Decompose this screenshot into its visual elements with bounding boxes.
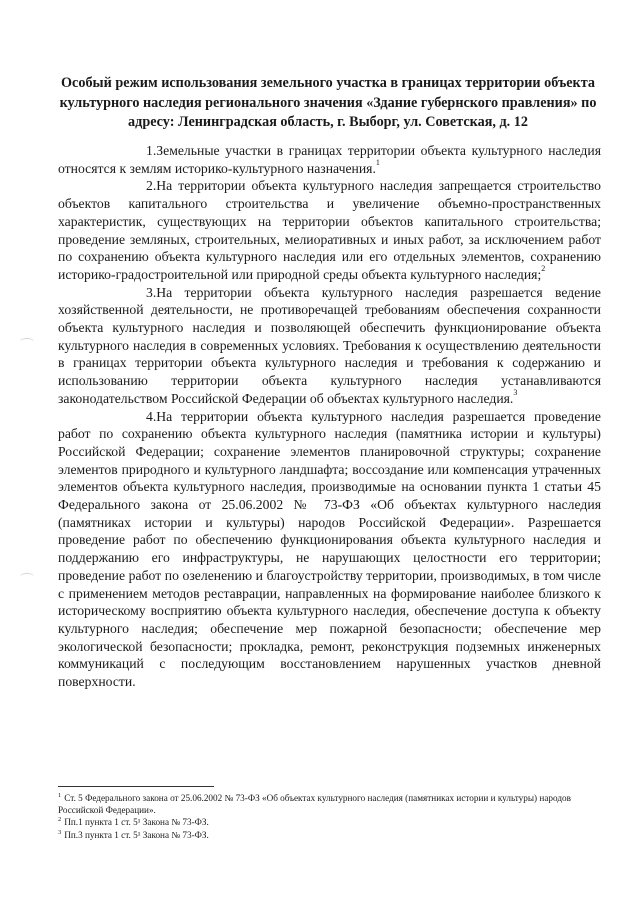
paragraph-1: [58, 142, 601, 177]
paragraph-text: На территории объекта культурного наследия разрешается проведение работ по сохранению объекта культурного наследия (памятника истории и культуры) Российской Федерации; сохранение элементов планировочной структуры; сохранение элементов природного и культурного ландшафта; воссоздание или компенсация утраченных элементов объекта культурного наследия, производимые на основании пункта 1 статьи 45 Федерального закона от 25.06.2002 № 73-ФЗ «Об объектах культурного наследия (памятниках истории и культуры) народов Российской Федерации». Разрешается проведение работ по обеспечению функционирования объекта культурного наследия и поддержанию его инфраструктуры, не нарушающих целостности его территории; проведение работ по озеленению и благоустройству территории, производимых, в том числе с применением методов реставрации, направленных на формирование наиболее близкого к историческому восприятию объекта культурного наследия, обеспечение доступа к объекту культурного наследия; обеспечение мер пожарной безопасности; обеспечение мер экологической безопасности; прокладка, ремонт, реконструкция подземных инженерных коммуникаций с последующим восстановлением нарушенных участков дневной поверхности.: [58, 408, 601, 690]
footnote-separator: [58, 786, 214, 787]
footnote-1: [58, 792, 601, 816]
footnote-2: [58, 816, 601, 828]
footnote-3: [58, 829, 601, 841]
paragraph-text: На территории объекта культурного наследия запрещается строительство объектов капитального строительства и увеличение объемно-пространственных характеристик, существующих на территории объектов капитального строительства; проведение земляных, строительных, мелиоративных и иных работ, за исключением работ по сохранению объекта культурного наследия или его отдельных элементов, сохранению историко-градостроительной или природной среды объекта культурного наследия;: [58, 178, 601, 282]
paragraph-2: [58, 177, 601, 283]
paragraph-number: 4.: [146, 408, 157, 424]
footnote-mark: 2: [58, 816, 62, 824]
footnote-text: Пп.1 пункта 1 ст. 5¹ Закона № 73-ФЗ.: [64, 817, 209, 828]
footnote-text: Ст. 5 Федерального закона от 25.06.2002 № 73-ФЗ «Об объектах культурного наследия (памятниках истории и культуры) народов Российской Федерации».: [58, 793, 571, 816]
paragraph-4: [58, 408, 601, 691]
paragraph-text: На территории объекта культурного наследия разрешается ведение хозяйственной деятельности, не противоречащей требованиям обеспечения сохранности объекта культурного наследия и позволяющей обеспечить функционирование объекта культурного наследия в современных условиях. Требования к осуществлению деятельности в границах территории объекта культурного наследия и требования к содержанию и использованию территории объекта культурного наследия устанавливаются законодательством Российской Федерации об объектах культурного наследия.: [58, 284, 601, 406]
footnote-reference[interactable]: 1: [375, 158, 380, 168]
document-body: [58, 142, 601, 691]
footnote-mark: 3: [58, 828, 62, 836]
paragraph-number: 1.: [146, 143, 157, 158]
paragraph-text: Земельные участки в границах территории объекта культурного наследия относятся к землям историко-культурного назначения.: [58, 143, 601, 176]
paragraph-3: [58, 284, 601, 408]
scan-margin-mark: [20, 573, 34, 580]
footnotes: [58, 792, 601, 841]
paragraph-number: 2.: [146, 178, 157, 194]
paragraph-number: 3.: [146, 284, 157, 300]
footnote-mark: 1: [58, 791, 62, 799]
document-title: Особый режим использования земельного участка в границах территории объекта культурного наследия регионального значения «Здание губернского правления» по адресу: Ленинградская область, г. Выборг, ул. Советская, д. 12: [59, 75, 597, 130]
scan-margin-mark: [20, 338, 34, 345]
footnote-reference[interactable]: 2: [541, 264, 546, 274]
footnote-reference[interactable]: 3: [513, 388, 518, 398]
footnote-text: Пп.3 пункта 1 ст. 5¹ Закона № 73-ФЗ.: [64, 829, 209, 840]
